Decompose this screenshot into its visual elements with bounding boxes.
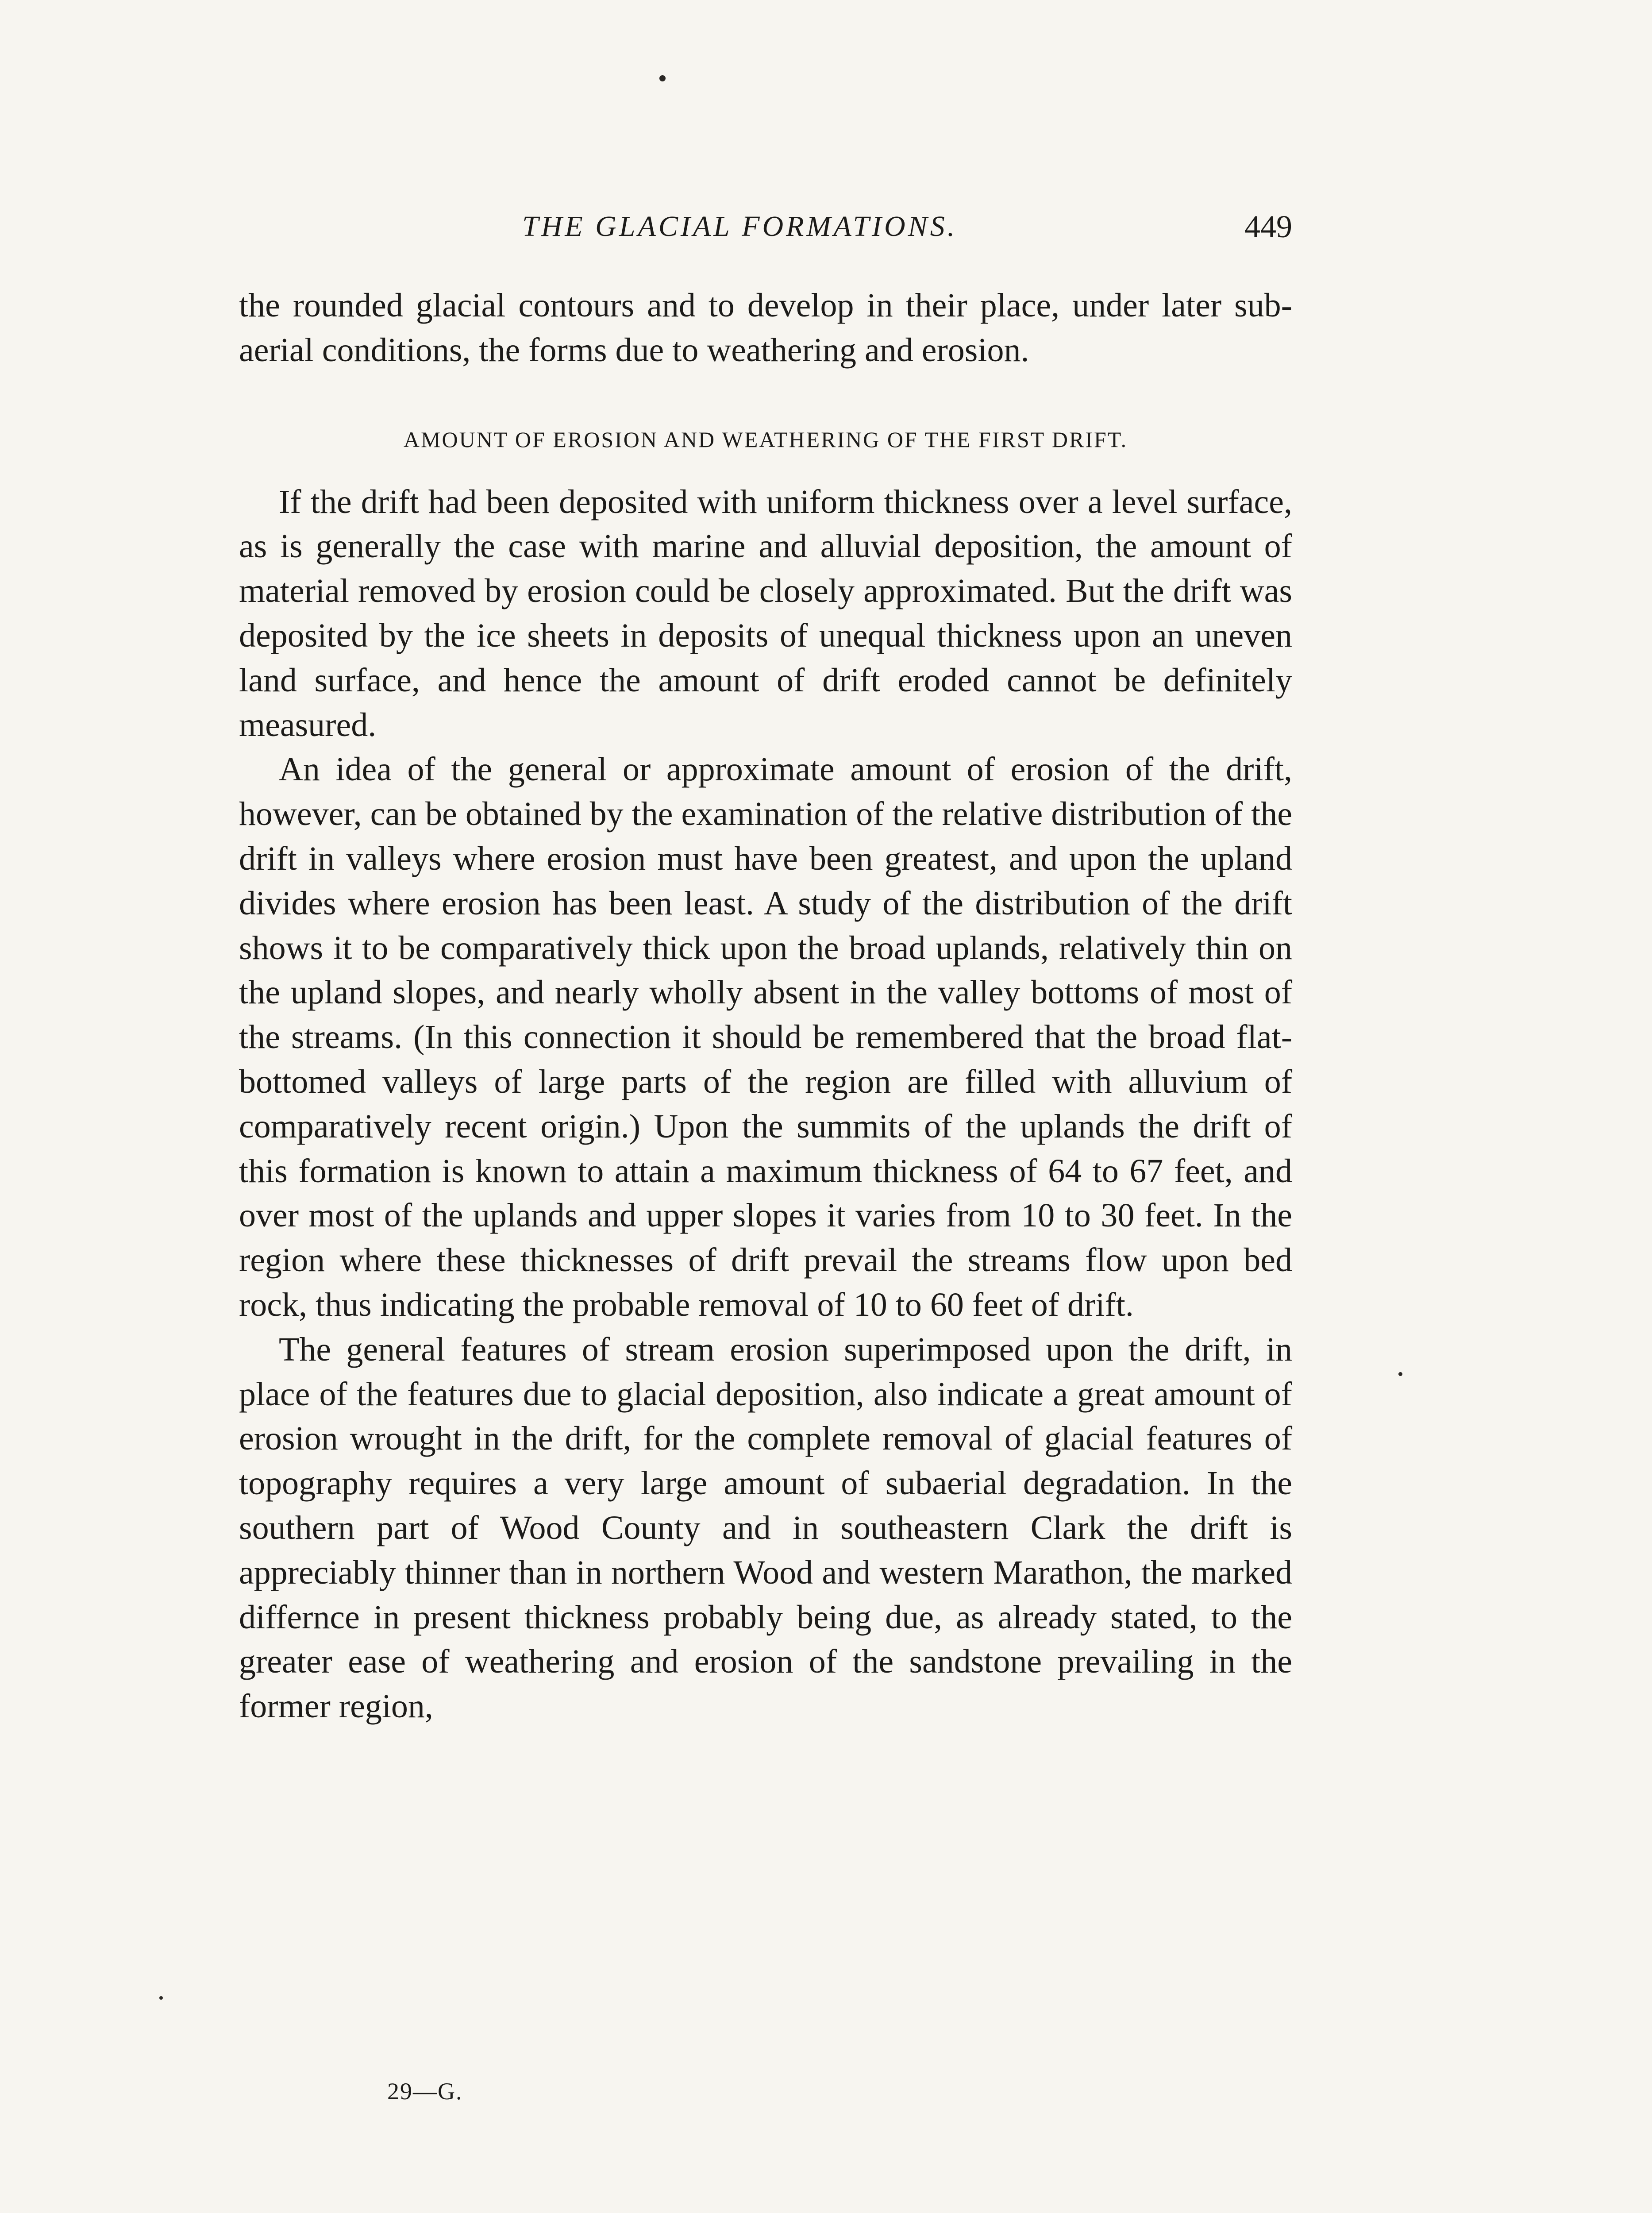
paragraph-1: If the drift had been deposited with uniform thickness over a level surface, as is generally the case with marine and alluvial deposition, the amount of material removed by erosion could be closely approximated. But the drift was deposited by the ice sheets in deposits of unequal thickness upon an uneven land surface, and hence the amount of drift eroded cannot be definitely measured.: [239, 483, 1292, 744]
signature-mark: 29—G.: [387, 2078, 463, 2105]
ink-speck: [159, 1996, 163, 2000]
body-text: [239, 283, 1292, 1729]
page-number: 449: [1244, 209, 1292, 244]
paragraph-2: An idea of the general or approximate amount of erosion of the drift, however, can be obtained by the examination of the relative distribution of the drift in valleys where erosion must have been greatest, and upon the upland divides where erosion has been least. A study of the distribution of the drift shows it to be comparatively thick upon the broad uplands, relatively thin on the upland slopes, and nearly wholly absent in the valley bottoms of most of the streams. (In this connection it should be remembered that the broad flat-bottomed valleys of large parts of the region are filled with alluvium of comparatively recent origin.) Upon the summits of the uplands the drift of this formation is known to attain a maximum thickness of 64 to 67 feet, and over most of the uplands and upper slopes it varies from 10 to 30 feet. In the region where these thicknesses of drift prevail the streams flow upon bed rock, thus indicating the probable removal of 10 to 60 feet of drift.: [239, 751, 1292, 1323]
ink-speck: [659, 75, 666, 81]
page-header: [239, 200, 1292, 253]
ink-speck: [1398, 1372, 1402, 1376]
paragraph-3: The general features of stream erosion superimposed upon the drift, in place of the features due to glacial deposition, also indicate a great amount of erosion wrought in the drift, for the complete removal of glacial features of topography requires a very large amount of subaerial degradation. In the southern part of Wood County and in southeastern Clark the drift is appreciably thinner than in northern Wood and western Marathon, the marked differnce in present thickness probably being due, as already stated, to the greater ease of weathering and erosion of the sandstone prevailing in the former region,: [239, 1330, 1292, 1725]
running-title: THE GLACIAL FORMATIONS.: [522, 210, 958, 243]
paragraph-continued: the rounded glacial contours and to develop in their place, under later sub-aerial conditions, the forms due to weathering and erosion.: [239, 287, 1292, 369]
section-heading: AMOUNT OF EROSION AND WEATHERING OF THE FIRST DRIFT.: [403, 427, 1128, 452]
